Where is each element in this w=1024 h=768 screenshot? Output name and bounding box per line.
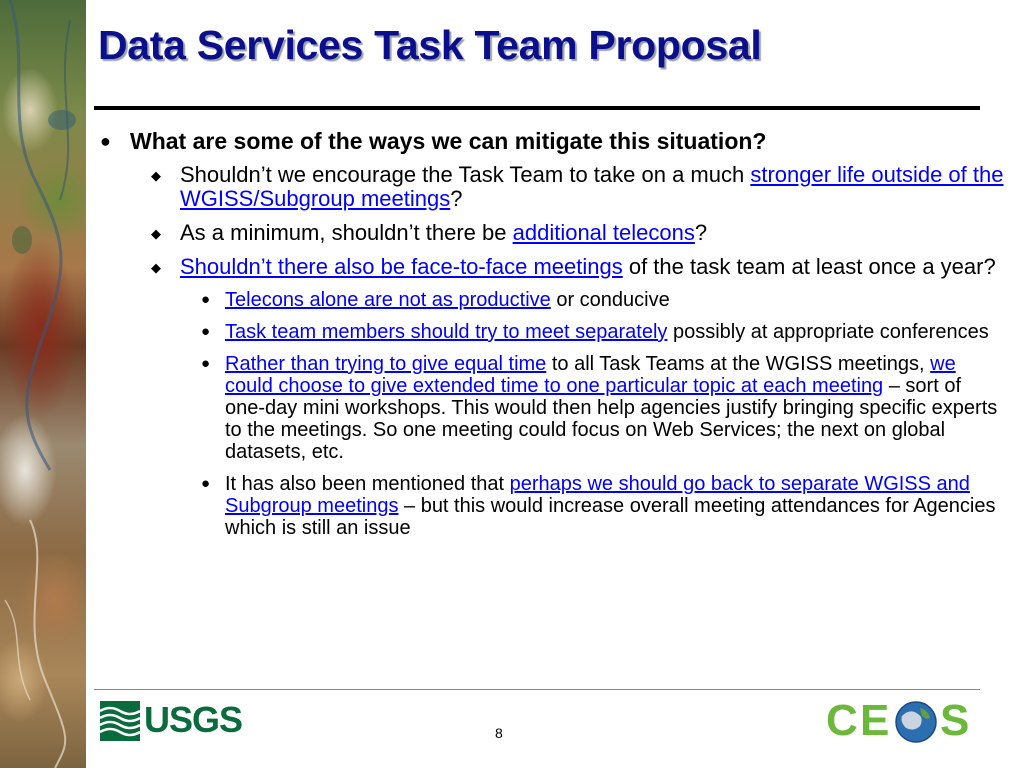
slide-title: Data Services Task Team Proposal (98, 22, 762, 68)
bullet-text: – sort of one-day mini workshops. This would then help agencies justify bringing specific experts to the meetings. So one meeting could focus on Web Services; the next on global datasets, etc. (225, 375, 998, 463)
satellite-texture-graphic (0, 0, 86, 768)
ceos-logo (826, 694, 976, 748)
hyperlink[interactable]: perhaps we should go back to separate WGISS and Subgroup meetings (225, 473, 970, 517)
usgs-wave-icon (100, 701, 140, 741)
satellite-image-sidebar (0, 0, 86, 768)
hyperlink[interactable]: Task team members should try to meet separately (225, 321, 668, 343)
bullet-level3-item (98, 289, 1004, 311)
bullet-level2-item (98, 163, 1004, 211)
diamond-bullet-icon: ◆ (151, 168, 161, 183)
bullet-level2-item (98, 221, 1004, 245)
hyperlink[interactable]: we could choose to give extended time to one particular topic at each meeting (225, 353, 956, 397)
bullet-dot-icon: ● (201, 475, 211, 492)
bullet-level3-item (98, 353, 1004, 463)
ceos-letter-e: E (860, 696, 890, 745)
bullet-text: to all Task Teams at the WGISS meetings, (546, 353, 931, 375)
usgs-logo (100, 699, 255, 741)
globe-icon (894, 700, 938, 744)
usgs-wordmark: USGS (144, 699, 243, 740)
bullet-text: ? (694, 220, 708, 245)
bullet-text: It has also been mentioned that (225, 473, 510, 495)
hyperlink[interactable]: Rather than trying to give equal time (225, 353, 547, 375)
ceos-letter-c: C (826, 696, 858, 745)
bullet-text: or conducive (550, 289, 670, 311)
bullet-dot-icon: ● (201, 323, 211, 340)
bullet-text: What are some of the ways we can mitigate this situation? (130, 128, 767, 154)
bullet-level3-item (98, 473, 1004, 539)
bullet-dot-icon: ● (100, 131, 111, 151)
hyperlink[interactable]: Shouldn’t there also be face-to-face meetings (180, 254, 623, 279)
ceos-letter-s: S (940, 696, 970, 745)
bullet-dot-icon: ● (201, 355, 211, 372)
bullet-text: – but this would increase overall meeting attendances for Agencies which is still an issue (225, 495, 996, 539)
footer-divider (94, 689, 980, 690)
bullet-text: ? (450, 186, 463, 211)
hyperlink[interactable]: additional telecons (512, 220, 695, 245)
bullet-text: As a minimum, shouldn’t there be (180, 220, 513, 245)
bullet-level1 (98, 128, 1004, 155)
bullet-dot-icon: ● (201, 291, 211, 308)
title-underline (94, 106, 980, 110)
bullet-level2-item (98, 255, 1004, 279)
slide-content (98, 128, 1004, 549)
bullet-text: possibly at appropriate conferences (667, 321, 989, 343)
page-number: 8 (495, 725, 503, 741)
bullet-text: of the task team at least once a year? (622, 254, 996, 279)
hyperlink[interactable]: Telecons alone are not as productive (225, 289, 551, 311)
bullet-text: Shouldn’t we encourage the Task Team to take on a much (180, 162, 751, 187)
diamond-bullet-icon: ◆ (151, 260, 161, 275)
hyperlink[interactable]: stronger life outside of the WGISS/Subgroup meetings (180, 162, 1004, 211)
diamond-bullet-icon: ◆ (151, 226, 161, 241)
bullet-level3-item (98, 321, 1004, 343)
